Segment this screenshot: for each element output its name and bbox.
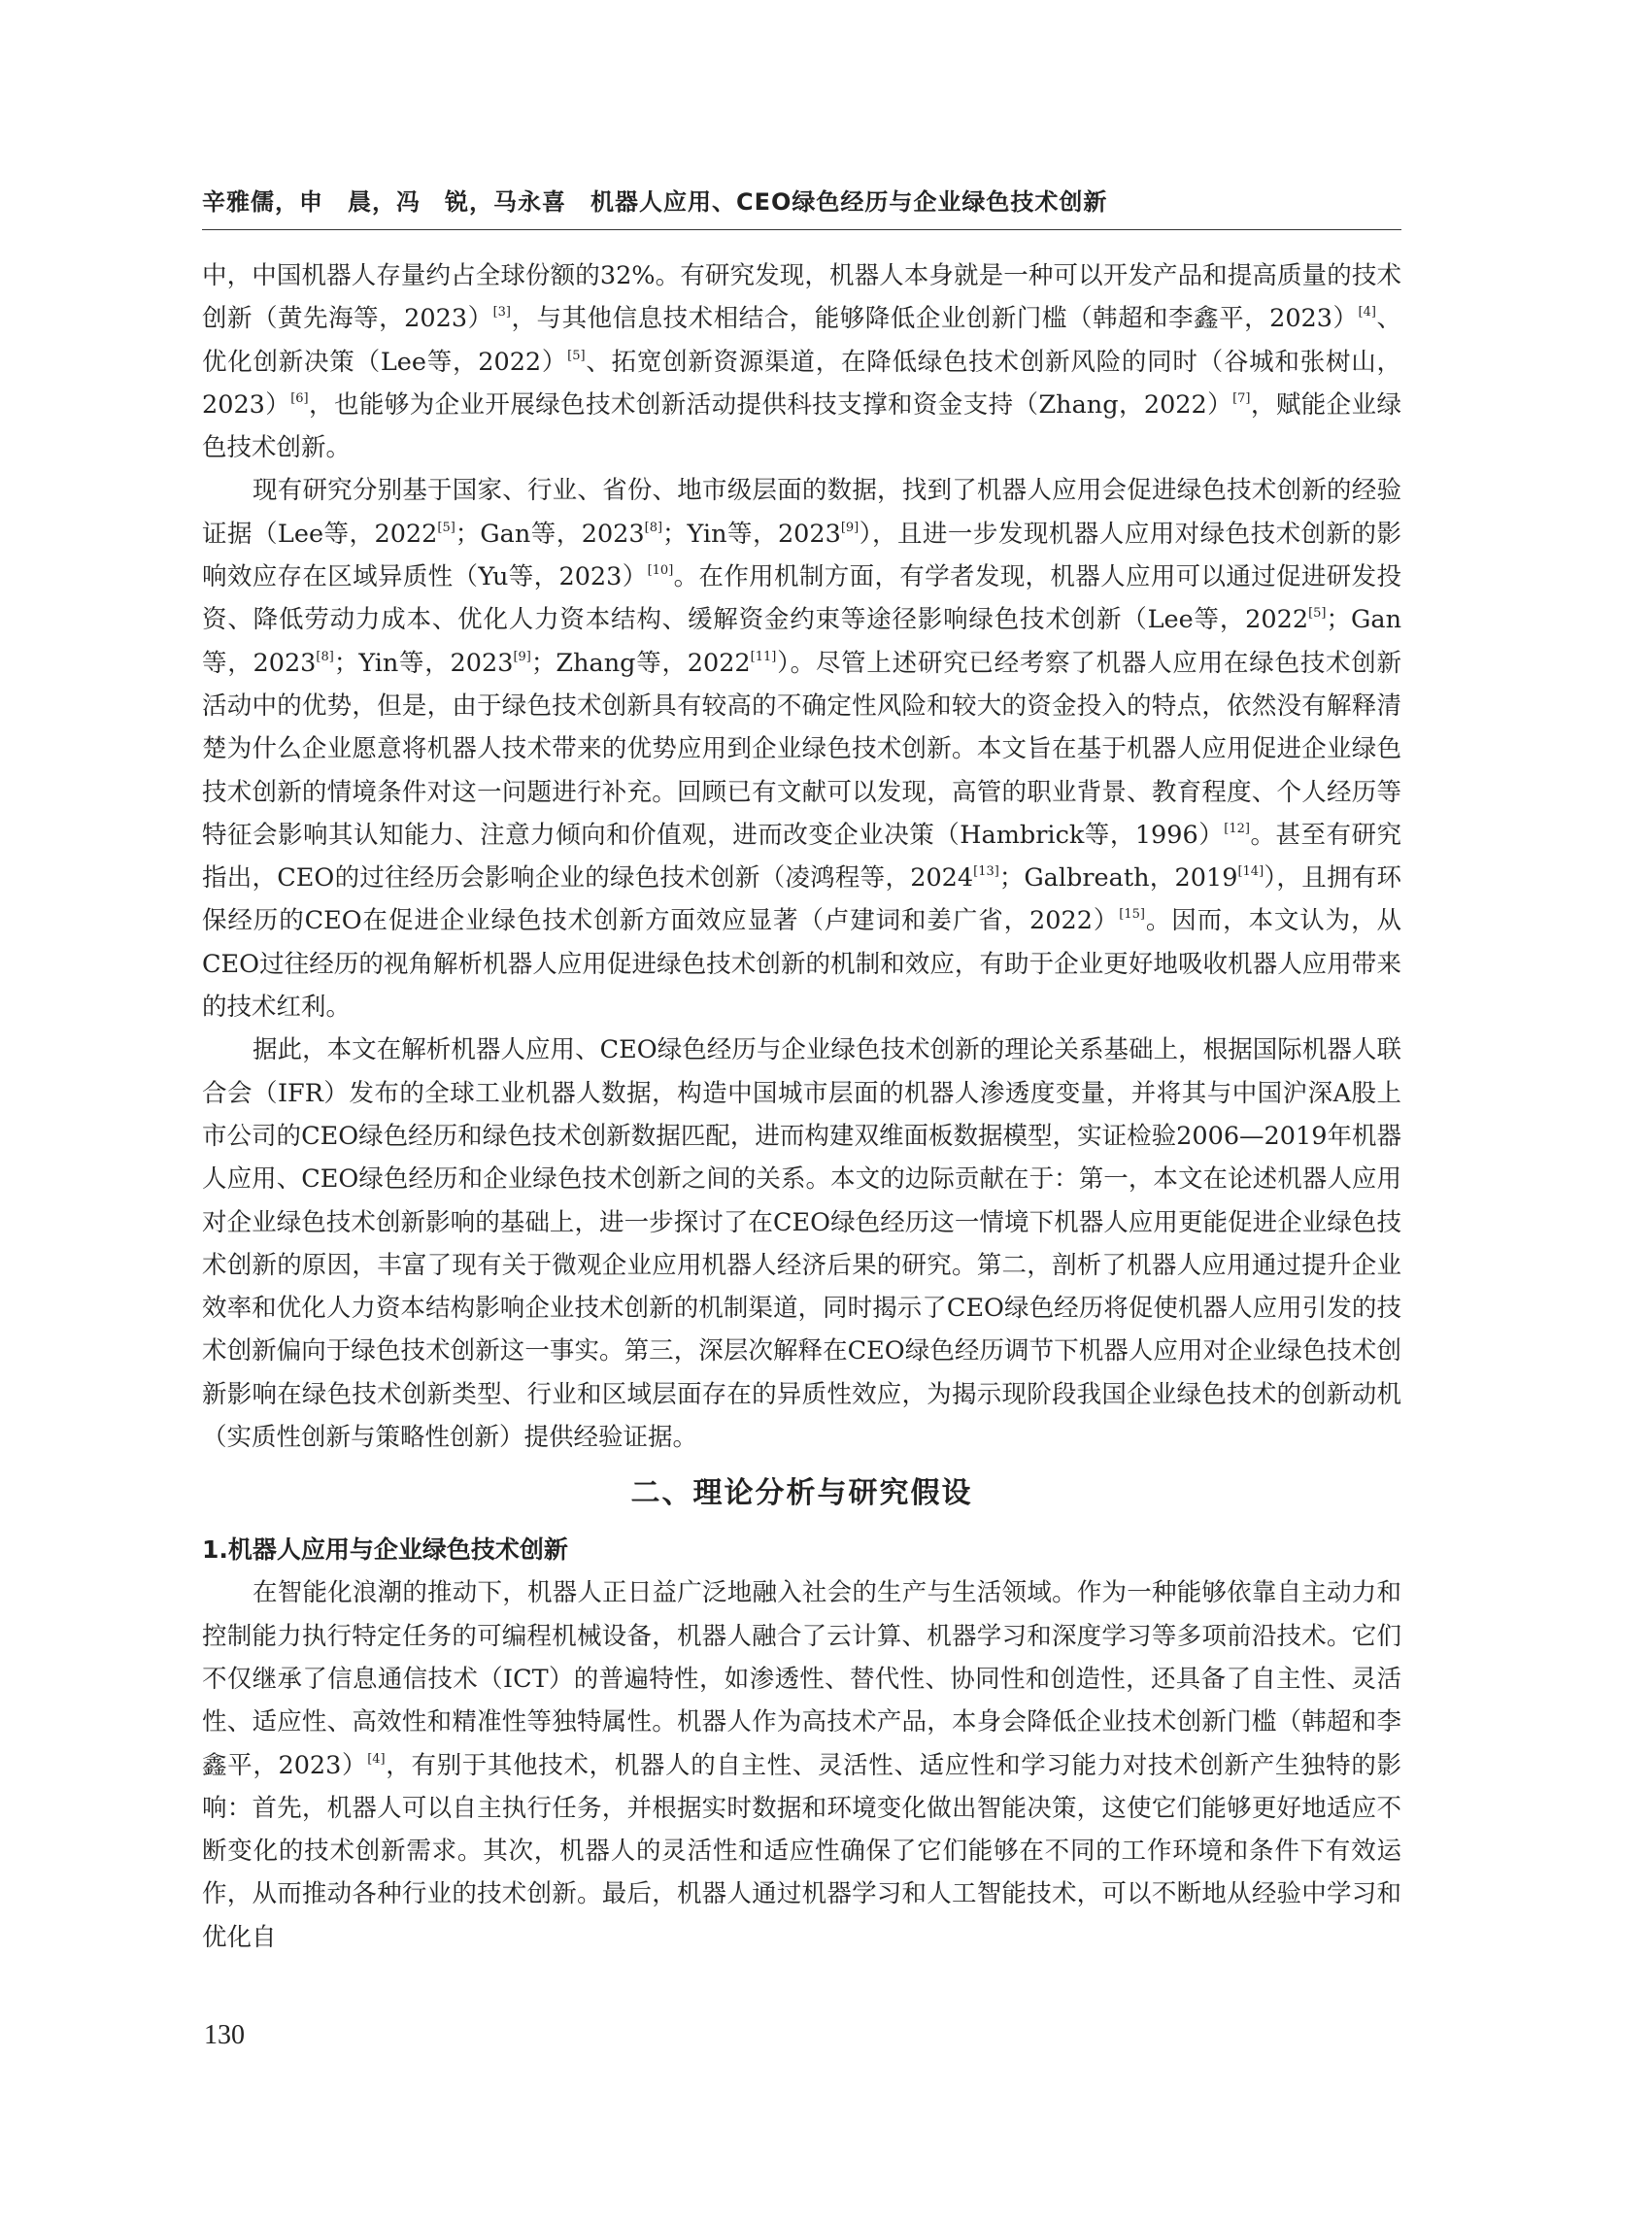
citation: [7] bbox=[1232, 390, 1251, 406]
text-run: ；Gan等，2023 bbox=[455, 519, 645, 549]
citation: [11] bbox=[750, 649, 777, 664]
citation: [4] bbox=[1358, 305, 1376, 320]
paragraph-4 bbox=[202, 1571, 1401, 1959]
text-run: ；Yin等，2023 bbox=[333, 648, 514, 678]
citation: [14] bbox=[1237, 864, 1264, 880]
citation: [6] bbox=[290, 390, 309, 406]
header-rule bbox=[202, 229, 1401, 230]
text-run: 。甚至有研究指出，CEO的过往经历会影响企业的绿色技术创新（凌鸿程等，2024 bbox=[202, 820, 1401, 894]
text-run: ；Zhang等，2022 bbox=[530, 648, 751, 678]
citation: [10] bbox=[647, 563, 674, 579]
citation: [13] bbox=[973, 864, 999, 880]
text-run: ；Yin等，2023 bbox=[662, 519, 841, 549]
text-run: 。在作用机制方面，有学者发现，机器人应用可以通过促进研发投资、降低劳动力成本、优化人力资本结构、缓解资金约束等途径影响绿色技术创新（Lee等，2022 bbox=[202, 562, 1401, 635]
citation: [8] bbox=[316, 649, 334, 664]
citation: [5] bbox=[1308, 606, 1327, 622]
citation: [5] bbox=[437, 520, 455, 535]
citation: [8] bbox=[644, 520, 663, 535]
citation: [9] bbox=[513, 649, 531, 664]
text-run: 在智能化浪潮的推动下，机器人正日益广泛地融入社会的生产与生活领域。作为一种能够依靠自主动力和控制能力执行特定任务的可编程机械设备，机器人融合了云计算、机器学习和深度学习等多项前沿技术。它们不仅继承了信息通信技术（ICT）的普遍特性，如渗透性、替代性、协同性和创造性，还具备了自主性、灵活性、适应性、高效性和精准性等独特属性。机器人作为高技术产品，本身会降低企业技术创新门槛（韩超和李鑫平，2023） bbox=[202, 1578, 1401, 1780]
text-run: 、优化创新决策（Lee等，2022） bbox=[202, 304, 1401, 377]
text-run: 中，中国机器人存量约占全球份额的32%。有研究发现，机器人本身就是一种可以开发产品和提高质量的技术创新（黄先海等，2023） bbox=[202, 261, 1401, 334]
citation: [5] bbox=[567, 348, 586, 363]
section-title: 二、理论分析与研究假设 bbox=[630, 1476, 973, 1511]
citation: [15] bbox=[1119, 907, 1145, 923]
citation: [4] bbox=[367, 1751, 386, 1767]
running-header: 辛雅儒，申 晨，冯 锐，马永喜 机器人应用、CEO绿色经历与企业绿色技术创新 bbox=[202, 188, 1108, 216]
article-body bbox=[202, 254, 1401, 1959]
page-number: 130 bbox=[204, 2020, 245, 2050]
text-run: ），且进一步发现机器人应用对绿色技术创新的影响效应存在区域异质性（Yu等，2023） bbox=[202, 519, 1401, 592]
text-run: ，有别于其他技术，机器人的自主性、灵活性、适应性和学习能力对技术创新产生独特的影响：首先，机器人可以自主执行任务，并根据实时数据和环境变化做出智能决策，这使它们能够更好地适应不断变化的技术创新需求。其次，机器人的灵活性和适应性确保了它们能够在不同的工作环境和条件下有效运作，从而推动各种行业的技术创新。最后，机器人通过机器学习和人工智能技术，可以不断地从经验中学习和优化自 bbox=[202, 1750, 1401, 1952]
subsection-title: 1.机器人应用与企业绿色技术创新 bbox=[202, 1535, 568, 1565]
paragraph-2 bbox=[202, 469, 1401, 1029]
paragraph-3: 据此，本文在解析机器人应用、CEO绿色经历与企业绿色技术创新的理论关系基础上，根据国际机器人联合会（IFR）发布的全球工业机器人数据，构造中国城市层面的机器人渗透度变量，并将其与中国沪深A股上市公司的CEO绿色经历和绿色技术创新数据匹配，进而构建双维面板数据模型，实证检验2006—2019年机器人应用、CEO绿色经历和企业绿色技术创新之间的关系。本文的边际贡献在于：第一，本文在论述机器人应用对企业绿色技术创新影响的基础上，进一步探讨了在CEO绿色经历这一情境下机器人应用更能促进企业绿色技术创新的原因，丰富了现有关于微观企业应用机器人经济后果的研究。第二，剖析了机器人应用通过提升企业效率和优化人力资本结构影响企业技术创新的机制渠道，同时揭示了CEO绿色经历将促使机器人应用引发的技术创新偏向于绿色技术创新这一事实。第三，深层次解释在CEO绿色经历调节下机器人应用对企业绿色技术创新影响在绿色技术创新类型、行业和区域层面存在的异质性效应，为揭示现阶段我国企业绿色技术的创新动机（实质性创新与策略性创新）提供经验证据。 bbox=[202, 1035, 1401, 1453]
text-run: ；Galbreath，2019 bbox=[998, 863, 1238, 894]
text-run: ，赋能企业绿色技术创新。 bbox=[202, 389, 1401, 463]
text-run: 现有研究分别基于国家、行业、省份、地市级层面的数据，找到了机器人应用会促进绿色技术创新的经验证据（Lee等，2022 bbox=[202, 476, 1401, 549]
text-run: ，也能够为企业开展绿色技术创新活动提供科技支撑和资金支持（Zhang，2022） bbox=[308, 389, 1233, 420]
citation: [9] bbox=[840, 520, 860, 535]
text-run: ），且拥有环保经历的CEO在促进企业绿色技术创新方面效应显著（卢建词和姜广省，2022） bbox=[202, 863, 1401, 936]
text-run: 。因而，本文认为，从CEO过往经历的视角解析机器人应用促进绿色技术创新的机制和效应，有助于企业更好地吸收机器人应用带来的技术红利。 bbox=[202, 906, 1401, 1023]
citation: [3] bbox=[492, 305, 512, 320]
citation: [12] bbox=[1224, 821, 1250, 836]
paragraph-1 bbox=[202, 254, 1401, 469]
text-run: ）。尽管上述研究已经考察了机器人应用在绿色技术创新活动中的优势，但是，由于绿色技术创新具有较高的不确定性风险和较大的资金投入的特点，依然没有解释清楚为什么企业愿意将机器人技术带来的优势应用到企业绿色技术创新。本文旨在基于机器人应用促进企业绿色技术创新的情境条件对这一问题进行补充。回顾已有文献可以发现，高管的职业背景、教育程度、个人经历等特征会影响其认知能力、注意力倾向和价值观，进而改变企业决策（Hambrick等，1996） bbox=[202, 648, 1401, 850]
text-run: 、拓宽创新资源渠道，在降低绿色技术创新风险的同时（谷城和张树山，2023） bbox=[202, 347, 1401, 420]
text-run: ，与其他信息技术相结合，能够降低企业创新门槛（韩超和李鑫平，2023） bbox=[511, 304, 1359, 334]
text-run: ；Gan等，2023 bbox=[202, 605, 1401, 678]
